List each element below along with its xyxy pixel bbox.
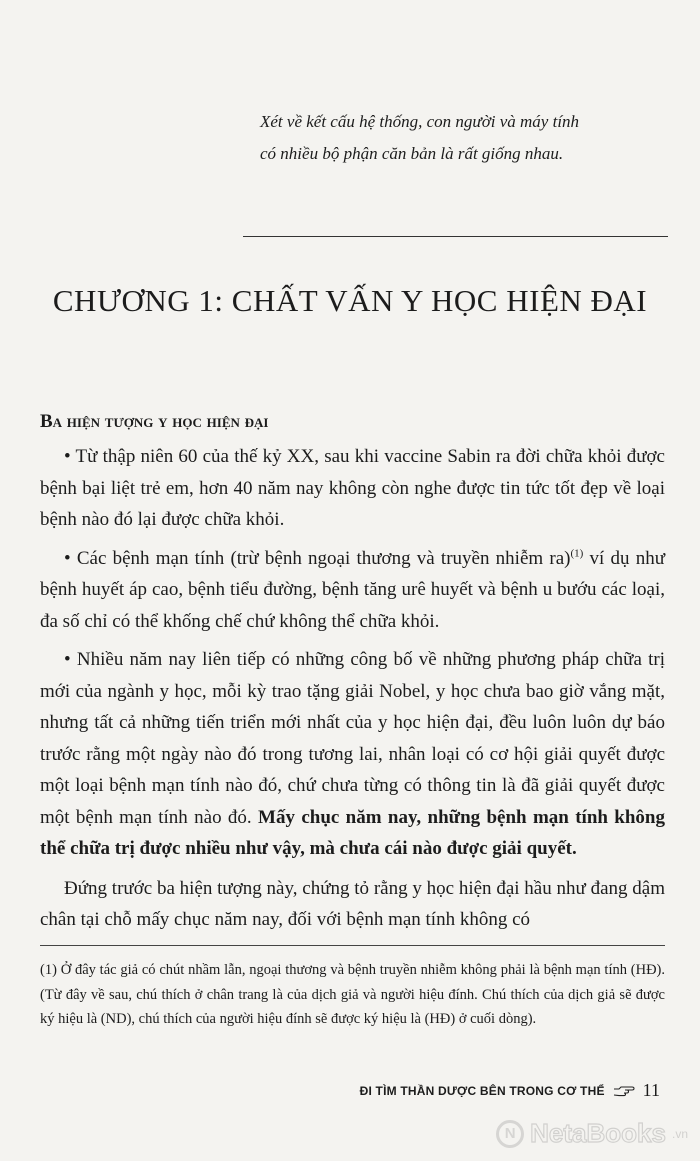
- epigraph-line-2: có nhiều bộ phận căn bản là rất giống nhau.: [260, 144, 564, 163]
- watermark-text: NetaBooks: [530, 1118, 666, 1148]
- pointing-hand-icon: [613, 1084, 635, 1098]
- chapter-title: CHƯƠNG 1: CHẤT VẤN Y HỌC HIỆN ĐẠI: [52, 283, 648, 318]
- footnote-divider: [40, 945, 665, 946]
- paragraph-3: [40, 644, 665, 865]
- section-heading: Ba hiện tượng y học hiện đại: [40, 411, 269, 432]
- footnote: [40, 958, 665, 1032]
- paragraph-3-text: • Nhiều năm nay liên tiếp có những công bố về những phương pháp chữa trị mới của ngành y học, mỗi kỳ trao tặng giải Nobel, y học chưa bao giờ vắng mặt, nhưng tất cả những tiến triển mới nhất của y học hiện đại, đều luôn luôn dự báo trước rằng một ngày nào đó trong tương lai, nhân loại có cơ hội giải quyết được một loại bệnh mạn tính nào đó, chứ chưa từng có thông tin là đã giải quyết được một bệnh mạn tính nào đó.: [40, 649, 665, 828]
- paragraph-3-emphasis: Mấy chục năm nay, những bệnh mạn tính không thể chữa trị được nhiều như vậy, mà chưa cái nào được giải quyết.: [40, 806, 665, 859]
- watermark: [496, 1118, 688, 1149]
- page-number: 11: [642, 1080, 660, 1100]
- page-footer: [360, 1080, 660, 1101]
- running-footer-title: ĐI TÌM THẦN DƯỢC BÊN TRONG CƠ THỂ: [359, 1083, 605, 1098]
- paragraph-2: [40, 543, 665, 638]
- paragraph-4: Đứng trước ba hiện tượng này, chứng tỏ rằng y học hiện đại hầu như đang dậm chân tại chỗ mấy chục năm nay, đối với bệnh mạn tính không có: [40, 877, 665, 930]
- watermark-suffix: .vn: [671, 1126, 688, 1141]
- paragraph-2-text-a: • Các bệnh mạn tính (trừ bệnh ngoại thương và truyền nhiễm ra): [64, 547, 571, 569]
- paragraph-2-text-b: ví dụ như bệnh huyết áp cao, bệnh tiểu đường, bệnh tăng urê huyết và bệnh u bướu các loại, đa số chỉ có thể khống chế chứ không thể chữa khỏi.: [40, 547, 666, 632]
- watermark-logo: N: [496, 1120, 524, 1148]
- footnote-text: (1) Ở đây tác giả có chút nhầm lẫn, ngoại thương và bệnh truyền nhiễm không phải là bệnh mạn tính (HĐ). (Từ đây về sau, chú thích ở chân trang là của dịch giả và người hiệu đính. Chú thích của dịch giả sẽ được ký hiệu là (ND), chú thích của người hiệu đính sẽ được ký hiệu là (HĐ) ở cuối dòng).: [40, 962, 665, 1027]
- epigraph-divider: [243, 236, 668, 237]
- epigraph: [260, 106, 660, 170]
- epigraph-line-1: Xét về kết cấu hệ thống, con người và máy tính: [260, 112, 580, 131]
- paragraph-1: • Từ thập niên 60 của thế kỷ XX, sau khi vaccine Sabin ra đời chữa khỏi được bệnh bại liệt trẻ em, hơn 40 năm nay không còn nghe được tin tức tốt đẹp về loại bệnh nào đó lại được chữa khỏi.: [40, 446, 665, 530]
- body-text: [40, 441, 665, 943]
- footnote-reference: (1): [570, 547, 584, 560]
